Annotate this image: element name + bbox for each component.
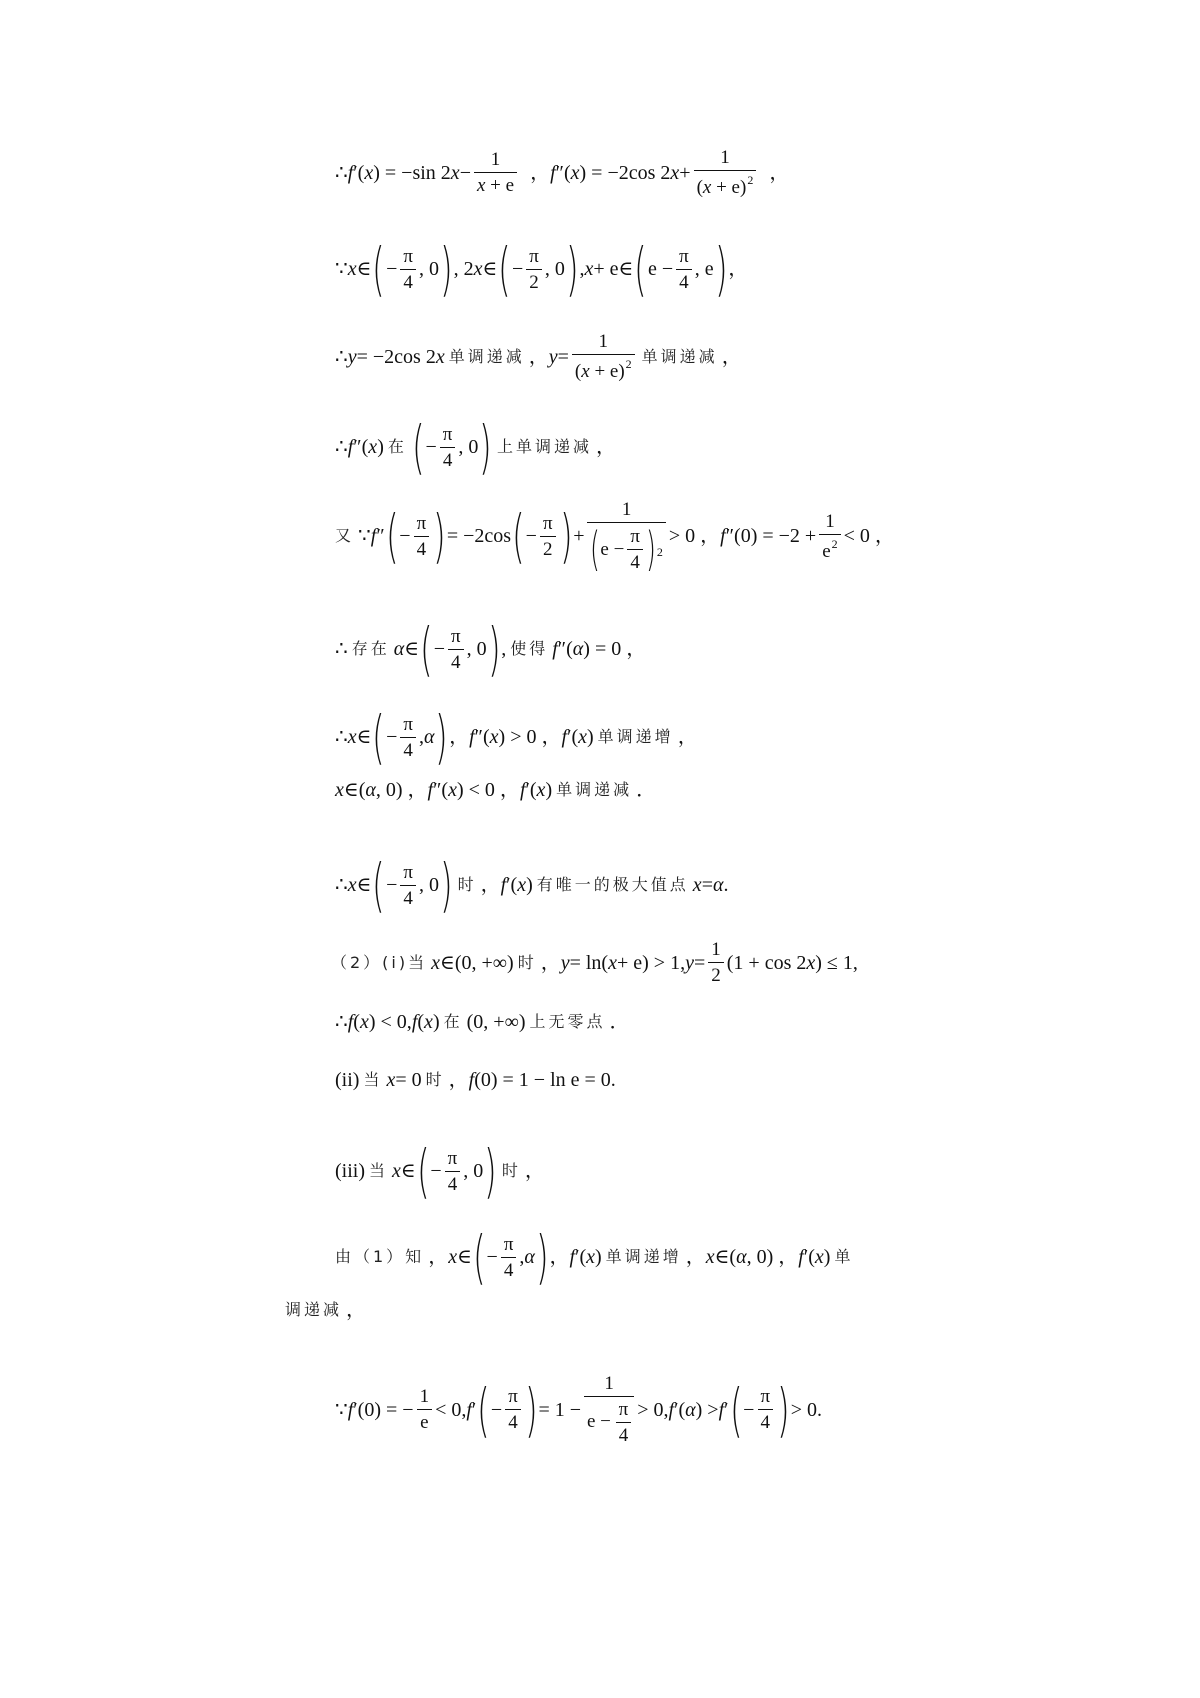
text-dec-2: 单调递减 bbox=[641, 346, 718, 366]
text-shi-1: 时 bbox=[457, 875, 477, 894]
line-13: (iii) 当 x ∈ ( − $\frac{\pi}{4}$ , 0 ) 时 ， bbox=[335, 1137, 545, 1205]
line-7: ∴ x ∈ ( − $\frac{\pi}{4}$ , α ) ， f ″( x ) > 0 ， f ′( x ) 单调递增 ， bbox=[335, 703, 698, 771]
text-dang-2: 当 bbox=[369, 1161, 389, 1180]
label-ii: (ii) bbox=[335, 1069, 360, 1091]
line-9: ∴ x ∈ ( − $\frac{\pi}{4}$ , 0 ) 时 ， f ′( x ) 有唯一的极大值点 x = α . bbox=[335, 851, 729, 919]
line-2: ∵ x ∈ ( − $\frac{\pi}{4}$ , 0 ) , 2 x ∈ ( − $\frac{\pi}{2}$ , 0 ) , x + e∈ ( e − $\frac{\pi}{4}$ , e ) ， bbox=[335, 235, 749, 303]
text-shi-3: 时 bbox=[425, 1070, 445, 1089]
line-10: （2）(ⅰ)当 x ∈(0, +∞) 时 ， y = ln( x + e) > 1, y = $\frac{1}{2}$ (1 + cos 2 x ) ≤ 1, bbox=[331, 939, 858, 986]
text-inc-1: 单调递增 bbox=[597, 727, 674, 746]
text-exist: 存在 bbox=[351, 639, 390, 658]
text-you: 又 bbox=[335, 526, 355, 545]
text-case2i: （2）(ⅰ)当 bbox=[331, 952, 428, 972]
text-dec-1: 单调递减 bbox=[448, 346, 525, 366]
text-dec-3: 单调递减 bbox=[556, 780, 633, 799]
line-6: ∴ 存在 α ∈ ( − $\frac{\pi}{4}$ , 0 ) , 使得 f ″( α ) = 0 ， bbox=[335, 615, 647, 683]
text-tiaodijian: 调递减 bbox=[285, 1300, 343, 1319]
text-dan: 单 bbox=[834, 1247, 854, 1266]
text-shi-4: 时 bbox=[501, 1161, 521, 1180]
text-on-2: 在 bbox=[443, 1012, 463, 1031]
text-nozero: 上无零点 bbox=[529, 1012, 606, 1031]
text-on: 在 bbox=[387, 437, 407, 456]
line-16: ∵ f ′(0) = − $\frac{1}{e}$ < 0, f ′ ( − $\frac{\pi}{4}$ ) = 1 − 1 e − $\frac{\pi}{4}$ > 0, f ′( α ) > f ′ ( − $\frac{\pi}{4}$ ) > 0. bbox=[335, 1373, 822, 1446]
text-inc-2: 单调递增 bbox=[605, 1247, 682, 1266]
line-11: ∴ f ( x ) < 0, f ( x ) 在 (0, +∞) 上无零点 ． bbox=[335, 1011, 630, 1033]
line-12: (ii) 当 x = 0 时 ， f (0) = 1 − ln e = 0. bbox=[335, 1069, 616, 1091]
line-3: ∴ y = −2cos 2 x 单调递减 ， y = $\frac{1}{(x + e)^2}$ 单调递减 ， bbox=[335, 331, 742, 382]
line-15: 调递减 ， bbox=[285, 1299, 367, 1321]
text-dang-1: 当 bbox=[363, 1070, 383, 1089]
label-iii: (iii) bbox=[335, 1160, 365, 1182]
text-unique: 有唯一的极大值点 bbox=[536, 875, 689, 894]
text-shi-2: 时 bbox=[517, 952, 537, 972]
text-up-dec: 上单调递减 bbox=[497, 437, 593, 456]
line-14: 由（1）知 ， x ∈ ( − $\frac{\pi}{4}$ , α ) ， f ′( x ) 单调递增 ， x ∈( α , 0) ， f ′( x ) 单 bbox=[335, 1223, 854, 1291]
line-8: x ∈( α , 0) ， f ″( x ) < 0 ， f ′( x ) 单调递减 ． bbox=[335, 779, 657, 801]
text-such: 使得 bbox=[510, 639, 549, 658]
line-1: ∴ f ′( x ) = −sin 2 x − $\frac{1}{x + e}$ ， f ″( x ) = −2cos 2 x + $\frac{1}{(x + e)^2}$ ， bbox=[335, 147, 790, 198]
line-4: ∴ f ″( x ) 在 ( − $\frac{\pi}{4}$ , 0 ) 上单调递减 ， bbox=[335, 413, 617, 481]
text-by1: 由（1）知 bbox=[335, 1247, 425, 1266]
line-5: 又 ∵ f ″ ( − $\frac{\pi}{4}$ ) = −2cos ( − $\frac{\pi}{2}$ ) + 1 ( e − $\frac{\pi}{4}$ ) $^2$ > 0 ， f ″(0) = −2 + $\frac{1}{e^2}$ < 0 ， bbox=[335, 499, 895, 576]
